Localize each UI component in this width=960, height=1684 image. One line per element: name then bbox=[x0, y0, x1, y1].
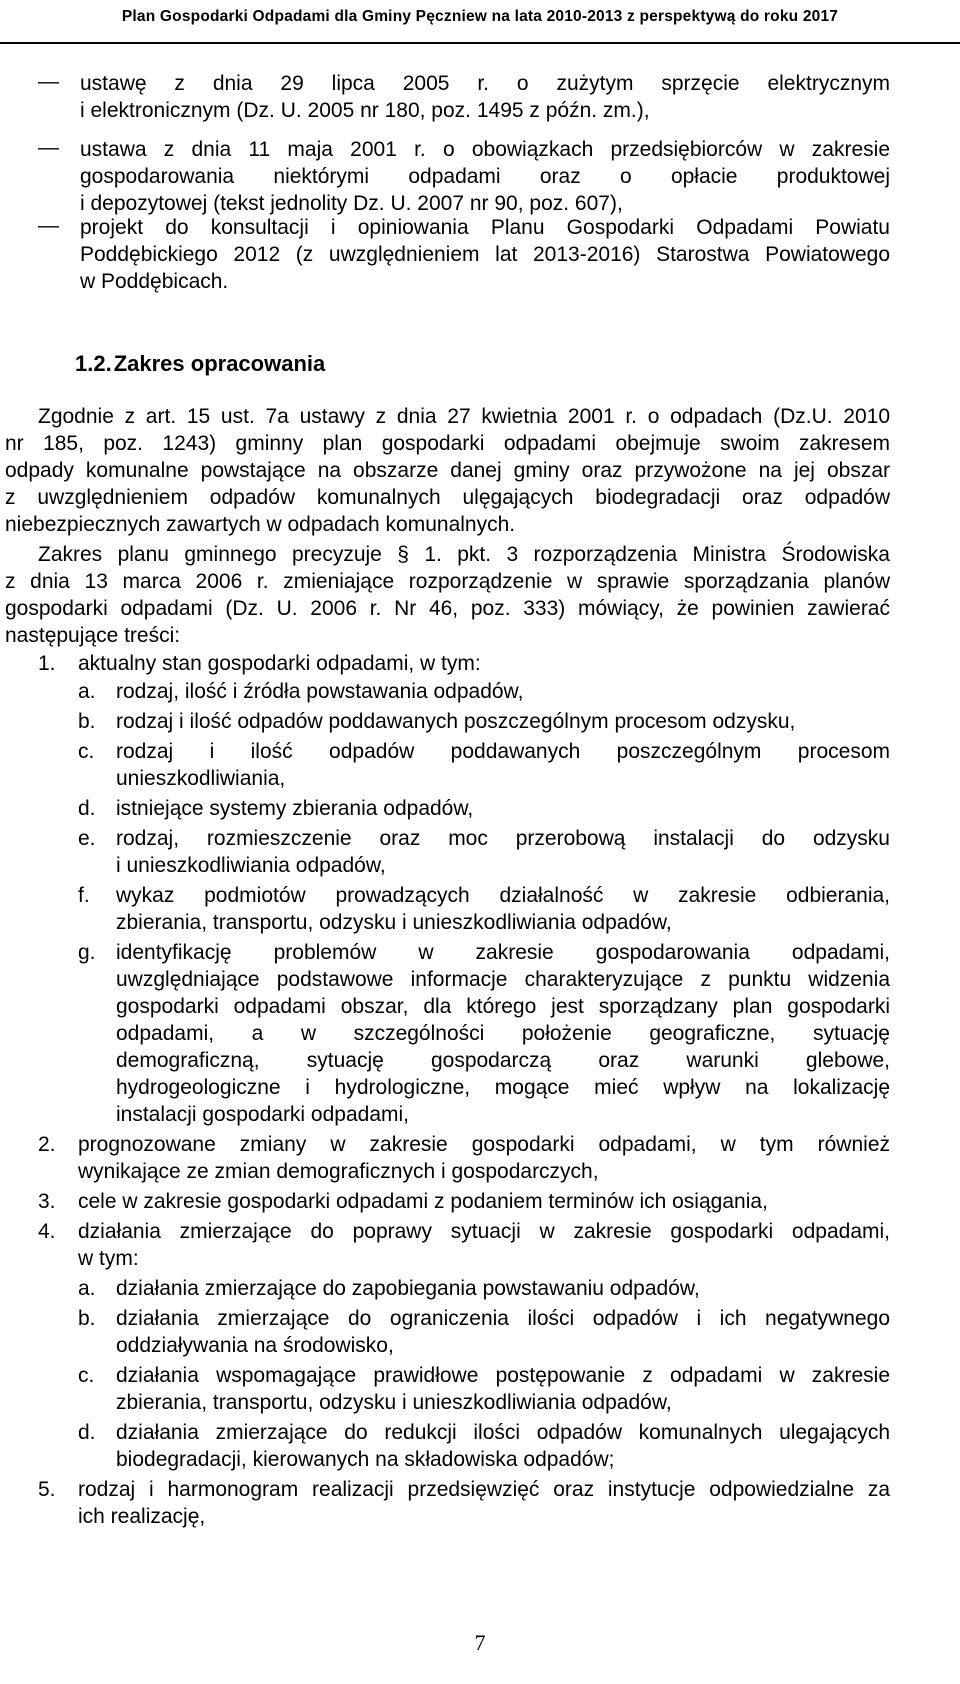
list-marker: c. bbox=[78, 740, 95, 763]
list-item-line: wykaz podmiotów prowadzących działalność w zakresie odbierania, bbox=[116, 884, 890, 907]
list-item-line: działania wspomagające prawidłowe postępowanie z odpadami w zakresie bbox=[116, 1364, 890, 1387]
list-marker: 5. bbox=[38, 1478, 56, 1501]
section-title: Zakres opracowania bbox=[113, 351, 326, 376]
list-item-line: i unieszkodliwiania odpadów, bbox=[116, 854, 386, 877]
list-item-line: aktualny stan gospodarki odpadami, w tym: bbox=[78, 652, 481, 675]
bullet-line: w Poddębicach. bbox=[80, 270, 229, 293]
bullet-line: i depozytowej (tekst jednolity Dz. U. 2007 nr 90, poz. 607), bbox=[80, 192, 623, 215]
paragraph-line: niebezpiecznych zawartych w odpadach komunalnych. bbox=[5, 513, 516, 536]
list-item-line: gospodarki odpadami obszar, dla którego jest sporządzany plan gospodarki bbox=[116, 995, 890, 1018]
list-marker: e. bbox=[78, 827, 96, 850]
bullet-line: gospodarowania niektórymi odpadami oraz o opłacie produktowej bbox=[80, 165, 890, 188]
list-marker: b. bbox=[78, 710, 96, 733]
bullet-line: projekt do konsultacji i opiniowania Planu Gospodarki Odpadami Powiatu bbox=[80, 216, 890, 239]
list-item-line: działania zmierzające do redukcji ilości odpadów komunalnych ulegających bbox=[116, 1421, 890, 1444]
list-marker: a. bbox=[78, 680, 96, 703]
list-marker: 1. bbox=[38, 652, 56, 675]
list-marker: c. bbox=[78, 1364, 95, 1387]
paragraph-line: nr 185, poz. 1243) gminny plan gospodarki odpadami obejmuje swoim zakresem bbox=[5, 432, 890, 455]
section-number: 1.2. bbox=[75, 351, 112, 376]
dash-bullet-icon: — bbox=[38, 136, 59, 159]
bullet-line: ustawa z dnia 11 maja 2001 r. o obowiązkach przedsiębiorców w zakresie bbox=[80, 138, 890, 161]
list-item-line: odpadami, a w szczególności położenie geograficzne, sytuację bbox=[116, 1022, 890, 1045]
bullet-line: i elektronicznym (Dz. U. 2005 nr 180, poz. 1495 z późn. zm.), bbox=[80, 99, 650, 122]
list-item-line: rodzaj, ilość i źródła powstawania odpadów, bbox=[116, 680, 524, 703]
list-item-line: zbierania, transportu, odzysku i unieszkodliwiania odpadów, bbox=[116, 1391, 672, 1414]
list-marker: d. bbox=[78, 797, 96, 820]
list-item-line: hydrogeologiczne i hydrologiczne, mogące mieć wpływ na lokalizację bbox=[116, 1076, 890, 1099]
list-marker: g. bbox=[78, 941, 96, 964]
dash-bullet-icon: — bbox=[38, 70, 59, 93]
list-item-line: działania zmierzające do zapobiegania powstawaniu odpadów, bbox=[116, 1277, 700, 1300]
list-item-line: wynikające ze zmian demograficznych i gospodarczych, bbox=[78, 1160, 599, 1183]
dash-bullet-icon: — bbox=[38, 214, 59, 237]
list-item-line: ich realizację, bbox=[78, 1505, 206, 1528]
list-item-line: biodegradacji, kierowanych na składowiska odpadów; bbox=[116, 1448, 615, 1471]
list-marker: 4. bbox=[38, 1220, 56, 1243]
paragraph-line: gospodarki odpadami (Dz. U. 2006 r. Nr 46, poz. 333) mówiący, że powinien zawierać bbox=[5, 597, 890, 620]
list-marker: 3. bbox=[38, 1190, 56, 1213]
list-item-line: demograficzną, sytuację gospodarczą oraz warunki glebowe, bbox=[116, 1049, 890, 1072]
list-item-line: działania zmierzające do ograniczenia ilości odpadów i ich negatywnego bbox=[116, 1307, 890, 1330]
list-item-line: prognozowane zmiany w zakresie gospodarki odpadami, w tym również bbox=[78, 1133, 890, 1156]
list-marker: b. bbox=[78, 1307, 96, 1330]
paragraph-line: z dnia 13 marca 2006 r. zmieniające rozporządzenie w sprawie sporządzania planów bbox=[5, 570, 890, 593]
list-item-line: w tym: bbox=[78, 1247, 139, 1270]
list-item-line: rodzaj i harmonogram realizacji przedsięwzięć oraz instytucje odpowiedzialne za bbox=[78, 1478, 890, 1501]
list-item-line: unieszkodliwiania, bbox=[116, 767, 286, 790]
page-header bbox=[0, 0, 960, 44]
list-item-line: oddziaływania na środowisko, bbox=[116, 1334, 394, 1357]
list-item-line: rodzaj i ilość odpadów poddawanych poszczególnym procesom odzysku, bbox=[116, 710, 796, 733]
list-item-line: rodzaj i ilość odpadów poddawanych poszczególnym procesom bbox=[116, 740, 890, 763]
section-heading bbox=[75, 350, 325, 378]
list-item-line: istniejące systemy zbierania odpadów, bbox=[116, 797, 474, 820]
paragraph-line: Zakres planu gminnego precyzuje § 1. pkt. 3 rozporządzenia Ministra Środowiska bbox=[38, 543, 890, 566]
bullet-line: ustawę z dnia 29 lipca 2005 r. o zużytym sprzęcie elektrycznym bbox=[80, 72, 890, 95]
bullet-line: Poddębickiego 2012 (z uwzględnieniem lat 2013-2016) Starostwa Powiatowego bbox=[80, 243, 890, 266]
list-marker: d. bbox=[78, 1421, 96, 1444]
list-item-line: zbierania, transportu, odzysku i unieszkodliwiania odpadów, bbox=[116, 911, 672, 934]
paragraph-line: Zgodnie z art. 15 ust. 7a ustawy z dnia 27 kwietnia 2001 r. o odpadach (Dz.U. 2010 bbox=[38, 405, 890, 428]
paragraph-line: odpady komunalne powstające na obszarze danej gminy oraz przywożone na jej obszar bbox=[5, 459, 890, 482]
list-item-line: cele w zakresie gospodarki odpadami z podaniem terminów ich osiągania, bbox=[78, 1190, 768, 1213]
document-title: Plan Gospodarki Odpadami dla Gminy Pęczniew na lata 2010-2013 z perspektywą do roku 2017 bbox=[121, 8, 839, 25]
list-item-line: rodzaj, rozmieszczenie oraz moc przerobową instalacji do odzysku bbox=[116, 827, 890, 850]
list-marker: a. bbox=[78, 1277, 96, 1300]
list-marker: f. bbox=[78, 884, 90, 907]
paragraph-line: następujące treści: bbox=[5, 624, 181, 647]
list-item-line: działania zmierzające do poprawy sytuacji w zakresie gospodarki odpadami, bbox=[78, 1220, 890, 1243]
list-marker: 2. bbox=[38, 1133, 56, 1156]
paragraph-line: z uwzględnieniem odpadów komunalnych ulęgających biodegradacji oraz odpadów bbox=[5, 486, 890, 509]
list-item-line: identyfikację problemów w zakresie gospodarowania odpadami, bbox=[116, 941, 890, 964]
page-number: 7 bbox=[474, 1630, 486, 1655]
list-item-line: instalacji gospodarki odpadami, bbox=[116, 1103, 410, 1126]
list-item-line: uwzględniające podstawowe informacje charakteryzujące z punktu widzenia bbox=[116, 968, 890, 991]
